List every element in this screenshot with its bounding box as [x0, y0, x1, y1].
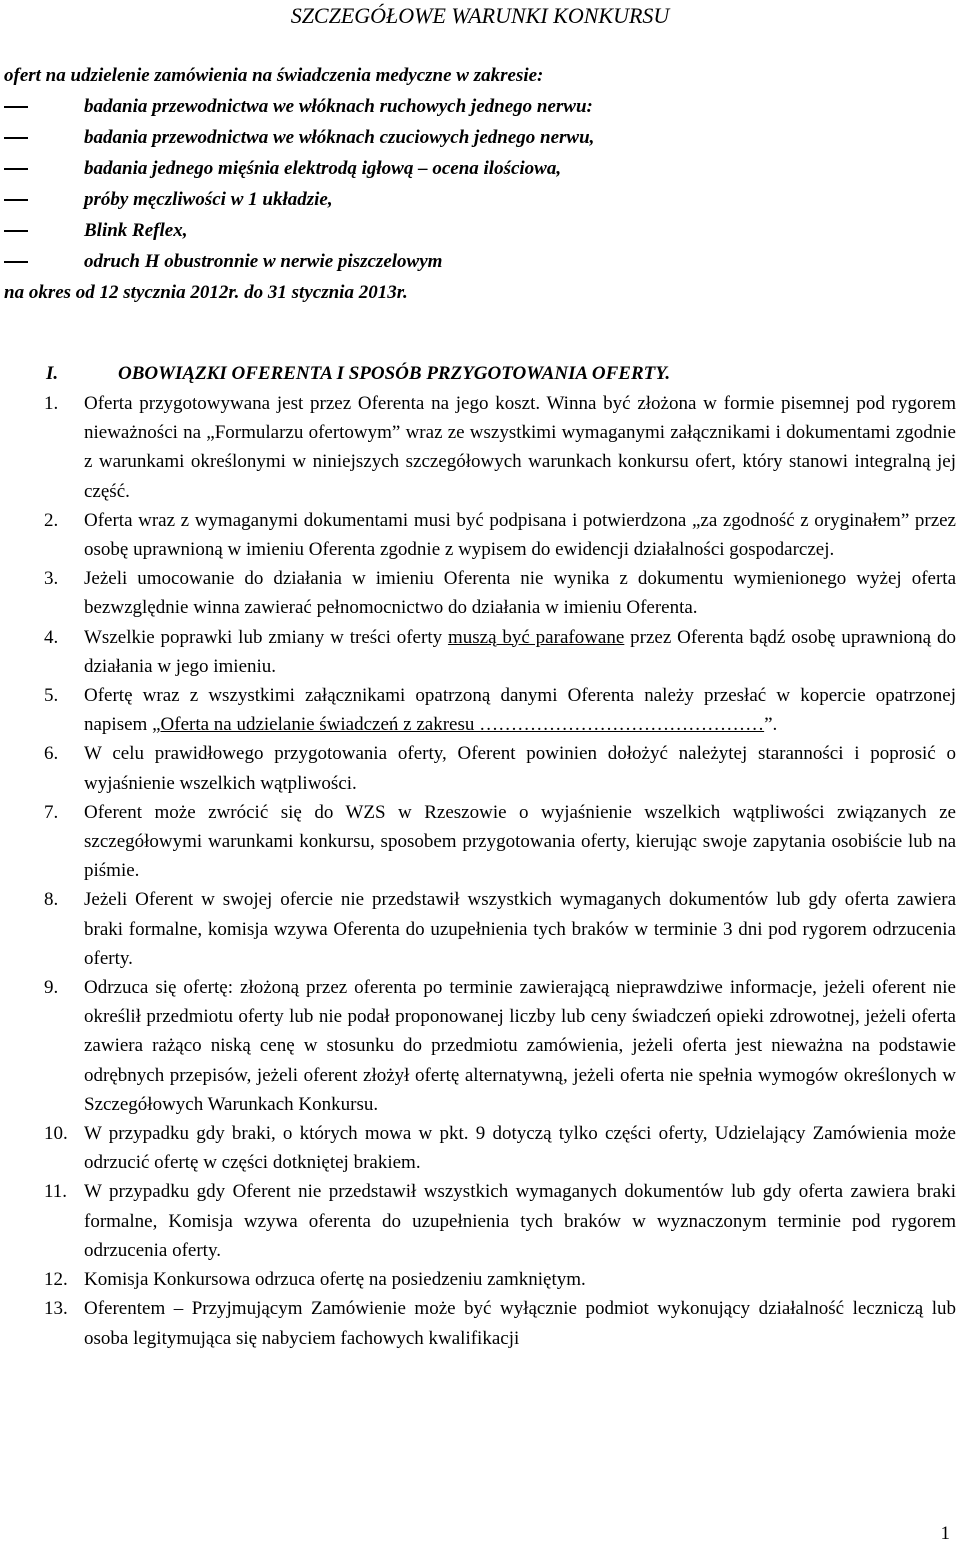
- service-text: odruch H obustronnie w nerwie piszczelowym: [84, 251, 443, 272]
- item-number: 5.: [44, 685, 59, 707]
- service-text: Blink Reflex,: [84, 220, 188, 241]
- item-number: 7.: [44, 801, 59, 823]
- item-number: 10.: [44, 1123, 68, 1145]
- item-text: przez Oferenta bądź osobę uprawnioną do działania w jego imieniu.: [84, 626, 956, 677]
- section-heading: [46, 360, 946, 388]
- list-item: [0, 681, 960, 739]
- item-text: Oferta wraz z wymaganymi dokumentami musi być podpisana i potwierdzona „za zgodność z oryginałem” przez osobę uprawnioną w imieniu Oferenta zgodnie z wypisem do ewidencji działalności gospodarczej.: [84, 509, 956, 561]
- list-item: [0, 623, 960, 681]
- section-title: OBOWIĄZKI OFERENTA I SPOSÓB PRZYGOTOWANIA OFERTY.: [118, 363, 671, 384]
- item-number: 13.: [44, 1298, 68, 1320]
- item-text: Odrzuca się ofertę: złożoną przez oferenta po terminie zawierającą nieprawdziwe informacje, jeżeli oferent nie określił przedmiotu oferty lub nie podał proponowanej liczby lub ceny świadczeń opieki zdrowotnej, jeżeli oferta zawiera rażąco niską cenę w stosunku do przedmiotu zamówienia, jeżeli oferta jest nieważna na podstawie odrębnych przepisów, jeżeli oferent złożył ofertę alternatywną, jeżeli oferta nie spełnia wymogów określonych w Szczegółowych Warunkach Konkursu.: [84, 977, 956, 1115]
- dash-bullet-icon: [4, 230, 28, 232]
- dash-bullet-icon: [4, 261, 28, 263]
- item-text: Jeżeli Oferent w swojej ofercie nie przedstawił wszystkich wymaganych dokumentów lub gdy oferta zawiera braki formalne, komisja wzywa Oferenta do uzupełnienia tych braków w terminie 3 dni pod rygorem odrzucenia oferty.: [84, 889, 956, 969]
- item-text: Ofertę wraz z wszystkimi załącznikami opatrzoną danymi Oferenta należy przesłać w kopercie opatrzonej napisem „: [84, 685, 956, 736]
- conditions-list: [0, 389, 960, 1353]
- item-number: 6.: [44, 743, 59, 765]
- period-line: na okres od 12 stycznia 2012r. do 31 stycznia 2013r.: [4, 282, 408, 303]
- service-text: badania jednego mięśnia elektrodą igłową – ocena ilościowa,: [84, 158, 562, 179]
- item-number: 4.: [44, 626, 59, 648]
- item-text: Oferentem – Przyjmującym Zamówienie może być wyłącznie podmiot wykonujący działalność leczniczą lub osoba legitymująca się nabyciem fachowych kwalifikacji: [84, 1298, 956, 1349]
- service-item: [4, 246, 944, 277]
- dash-bullet-icon: [4, 137, 28, 139]
- item-number: 1.: [44, 393, 59, 414]
- list-item: [0, 973, 960, 1119]
- list-item: [0, 798, 960, 886]
- list-item: [0, 885, 960, 973]
- service-text: badania przewodnictwa we włóknach ruchowych jednego nerwu:: [84, 96, 593, 117]
- underlined-text: Oferta na udzielanie świadczeń z zakresu ………………………………………: [160, 714, 765, 736]
- item-text: Oferta przygotowywana jest przez Oferenta na jego koszt. Winna być złożona w formie pisemnej pod rygorem nieważności na „Formularzu ofertowym” wraz ze wszystkimi wymaganymi załącznikami i dokumentami zgodnie z warunkami określonymi w niniejszych szczegółowych warunkach konkursu ofert, który stanowi integralną jej część.: [84, 393, 956, 502]
- item-number: 9.: [44, 977, 59, 999]
- service-item: [4, 91, 944, 122]
- item-text: W przypadku gdy braki, o których mowa w pkt. 9 dotyczą tylko części oferty, Udzielający Zamówienia może odrzucić ofertę w części dotkniętej brakiem.: [84, 1123, 956, 1174]
- list-item: [0, 564, 960, 622]
- list-item: [0, 739, 960, 797]
- list-item: [0, 389, 960, 506]
- document-title: SZCZEGÓŁOWE WARUNKI KONKURSU: [290, 3, 670, 28]
- item-number: 11.: [44, 1181, 68, 1203]
- item-text: Komisja Konkursowa odrzuca ofertę na posiedzeniu zamkniętym.: [84, 1269, 586, 1291]
- list-item: [0, 1177, 960, 1265]
- intro-block: [4, 60, 944, 308]
- service-item: [4, 215, 944, 246]
- dash-bullet-icon: [4, 106, 28, 108]
- service-item: [4, 153, 944, 184]
- service-item: [4, 184, 944, 215]
- intro-line: ofert na udzielenie zamówienia na świadczenia medyczne w zakresie:: [4, 65, 544, 86]
- item-text: W przypadku gdy Oferent nie przedstawił wszystkich wymaganych dokumentów lub gdy oferta zawiera braki formalne, Komisja wzywa oferenta do uzupełnienia tych braków w wyznaczonym terminie pod rygorem odrzucenia oferty.: [84, 1181, 956, 1261]
- item-number: 12.: [44, 1269, 68, 1291]
- underlined-text: muszą być parafowane: [447, 626, 625, 648]
- item-text: ”.: [764, 714, 778, 736]
- list-item: [0, 1265, 960, 1294]
- dash-bullet-icon: [4, 168, 28, 170]
- item-number: 2.: [44, 509, 59, 531]
- page-number: 1: [940, 1523, 950, 1544]
- service-text: próby męczliwości w 1 układzie,: [84, 189, 333, 210]
- list-item: [0, 1119, 960, 1177]
- item-text: Wszelkie poprawki lub zmiany w treści oferty: [84, 626, 448, 648]
- item-text: Oferent może zwrócić się do WZS w Rzeszowie o wyjaśnienie wszelkich wątpliwości związanych ze szczegółowymi warunkami konkursu, sposobem przygotowania oferty, kierując swoje zapytania osobiście lub na piśmie.: [84, 801, 956, 882]
- item-number: 8.: [44, 889, 59, 911]
- item-number: 3.: [44, 568, 59, 590]
- list-item: [0, 506, 960, 564]
- item-text: W celu prawidłowego przygotowania oferty, Oferent powinien dołożyć należytej staranności i poprosić o wyjaśnienie wszelkich wątpliwości.: [84, 743, 956, 794]
- section-number: I.: [46, 363, 59, 384]
- service-text: badania przewodnictwa we włóknach czuciowych jednego nerwu,: [84, 127, 595, 148]
- list-item: [0, 1294, 960, 1352]
- dash-bullet-icon: [4, 199, 28, 201]
- service-item: [4, 122, 944, 153]
- item-text: Jeżeli umocowanie do działania w imieniu Oferenta nie wynika z dokumentu wymienionego wyżej oferta bezwzględnie winna zawierać pełnomocnictwo do działania w imieniu Oferenta.: [84, 568, 956, 619]
